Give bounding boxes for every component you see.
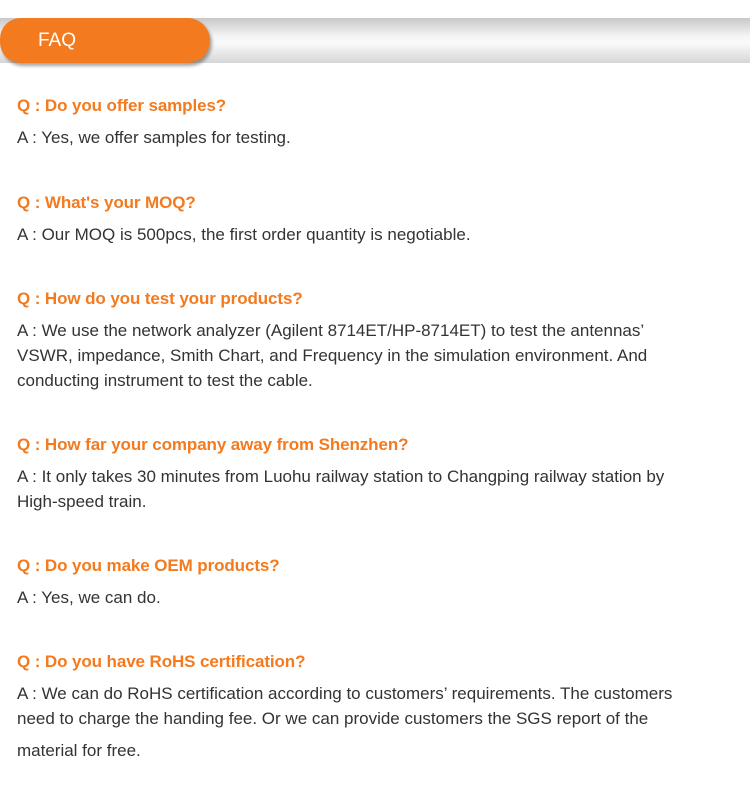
answer-line: A : We use the network analyzer (Agilent 8714ET/HP-8714ET) to test the antennas’ — [17, 321, 645, 340]
faq-item — [17, 95, 291, 152]
answer-line: conducting instrument to test the cable. — [17, 371, 313, 390]
faq-title: FAQ — [38, 30, 77, 51]
question: Q : How do you test your products? — [17, 289, 303, 308]
answer-line: A : Our MOQ is 500pcs, the first order quantity is negotiable. — [17, 225, 471, 244]
question: Q : What's your MOQ? — [17, 193, 196, 212]
answer-line: A : It only takes 30 minutes from Luohu railway station to Changping railway station by — [17, 467, 665, 486]
answer-line: A : Yes, we offer samples for testing. — [17, 128, 291, 147]
answer-line: material for free. — [17, 741, 141, 760]
answer-line: High-speed train. — [17, 492, 147, 511]
answer-line: VSWR, impedance, Smith Chart, and Frequency in the simulation environment. And — [17, 346, 648, 365]
answer — [17, 127, 291, 152]
faq-item — [17, 434, 664, 516]
answer — [17, 683, 672, 765]
answer-line: A : Yes, we can do. — [17, 588, 161, 607]
faq-tab — [0, 18, 210, 63]
question: Q : Do you make OEM products? — [17, 556, 280, 575]
answer — [17, 320, 647, 395]
answer — [17, 224, 471, 249]
answer-line: A : We can do RoHS certification according to customers’ requirements. The customers — [17, 684, 673, 703]
answer — [17, 466, 664, 516]
faq-item — [17, 555, 280, 612]
answer — [17, 587, 280, 612]
answer-line: need to charge the handing fee. Or we can provide customers the SGS report of the — [17, 709, 649, 728]
question: Q : How far your company away from Shenzhen? — [17, 435, 409, 454]
question: Q : Do you have RoHS certification? — [17, 652, 306, 671]
question: Q : Do you offer samples? — [17, 96, 227, 115]
faq-item — [17, 651, 672, 765]
faq-item — [17, 288, 647, 395]
faq-item — [17, 192, 471, 249]
